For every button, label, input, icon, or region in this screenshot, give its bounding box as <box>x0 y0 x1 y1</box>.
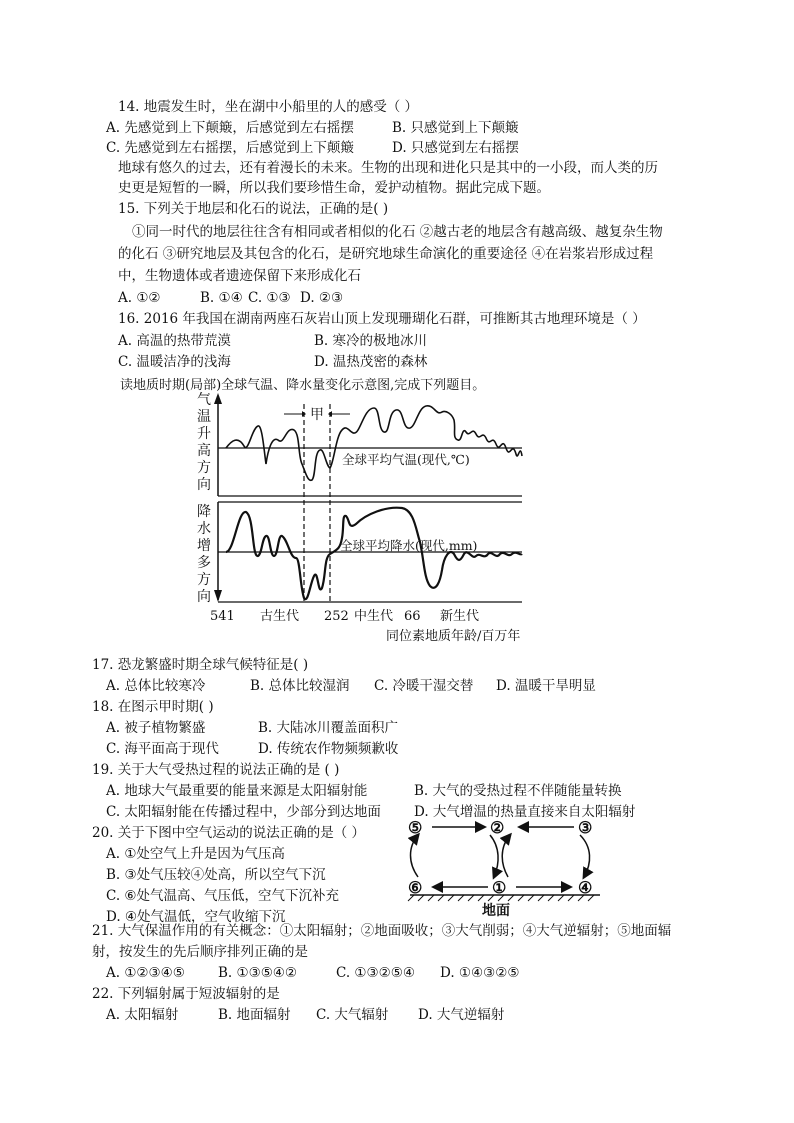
q16-option-d: D. 温热茂密的森林 <box>314 354 428 370</box>
q14-option-c: C. 先感觉到左右摇摆，后感觉到上下颠簸 <box>106 140 354 156</box>
q21-line-2: 射，按发生的先后顺序排列正确的是 <box>92 944 308 960</box>
q17-stem: 17. 恐龙繁盛时期全球气候特征是( ) <box>92 657 309 673</box>
precip-axis-label <box>197 504 211 605</box>
flow-center-right-up <box>502 835 510 877</box>
x-tick-66: 66 <box>404 609 421 624</box>
point-5: ⑤ <box>408 818 423 837</box>
q16-stem: 16. 2016 年我国在湖南两座石灰岩山顶上发现珊瑚化石群，可推断其古地理环境是（ ） <box>118 311 646 327</box>
q19-option-c: C. 太阳辐射能在传播过程中，少部分到达地面 <box>106 804 381 820</box>
q14-option-b: B. 只感觉到上下颠簸 <box>392 120 519 136</box>
precip-axis-arrow-icon <box>214 590 222 602</box>
q19-option-b: B. 大气的受热过程不伴随能量转换 <box>414 783 622 799</box>
q22-option-d: D. 大气逆辐射 <box>418 1007 505 1023</box>
point-3: ③ <box>578 818 593 837</box>
q15-statement-line-2: 的化石 ③研究地层及其包含的化石，是研究地球生命演化的重要途径 ④在岩浆岩形成过程 <box>118 246 654 262</box>
circulation-diagram <box>404 815 604 920</box>
x-axis-label: 同位素地质年龄/百万年 <box>386 629 521 644</box>
temp-axis-label <box>197 392 211 493</box>
q15-option-c: C. ①③ <box>248 290 291 306</box>
q16-option-b: B. 寒冷的极地冰川 <box>314 333 428 349</box>
svg-text:降水增多方向: 降水增多方向 <box>197 504 211 605</box>
x-tick-paleozoic: 古生代 <box>260 609 300 624</box>
temp-axis-arrow-icon <box>214 393 222 404</box>
q14-option-d: D. 只感觉到左右摇摆 <box>392 140 519 156</box>
q20-stem: 20. 关于下图中空气运动的说法正确的是（ ） <box>92 825 366 841</box>
q18-option-b: B. 大陆冰川覆盖面积广 <box>258 720 399 736</box>
temp-reference-label: 全球平均气温(现代,℃) <box>342 452 470 467</box>
passage-line-1: 地球有悠久的过去，还有着漫长的未来。生物的出现和进化只是其中的一小段，而人类的历 <box>118 160 658 176</box>
q16-option-c: C. 温暖洁净的浅海 <box>118 354 231 370</box>
q15-option-b: B. ①④ <box>200 290 243 306</box>
q17-option-b: B. 总体比较湿润 <box>250 678 350 694</box>
q15-option-d: D. ②③ <box>300 290 344 306</box>
q18-option-d: D. 传统农作物频频歉收 <box>258 741 399 757</box>
point-6: ⑥ <box>408 878 423 897</box>
x-tick-mesozoic: 中生代 <box>354 609 394 624</box>
q15-statement-line-1: ①同一时代的地层往往含有相同或者相似的化石 ②越古老的地层含有越高级、越复杂生物 <box>132 224 663 240</box>
climate-chart <box>190 390 550 650</box>
q22-stem: 22. 下列辐射属于短波辐射的是 <box>92 986 280 1002</box>
q15-statement-line-3: 中，生物遗体或者遗迹保留下来形成化石 <box>118 268 361 284</box>
flow-left-up <box>411 835 419 877</box>
chart-intro: 读地质时期(局部)全球气温、降水量变化示意图,完成下列题目。 <box>120 378 486 393</box>
q20-option-c: C. ⑥处气温高、气压低，空气下沉补充 <box>106 888 340 904</box>
q16-option-a: A. 高温的热带荒漠 <box>118 333 231 349</box>
q17-option-d: D. 温暖干旱明显 <box>496 678 596 694</box>
q21-line-1: 21. 大气保温作用的有关概念：①太阳辐射；②地面吸收；③大气削弱；④大气逆辐射；⑤地面辐 <box>92 923 672 939</box>
temperature-curve <box>226 406 522 481</box>
flow-center-left-down <box>490 835 498 877</box>
point-1: ① <box>492 878 507 897</box>
x-tick-541: 541 <box>210 609 235 624</box>
q21-option-c: C. ①③②⑤④ <box>336 965 415 981</box>
q15-stem: 15. 下列关于地层和化石的说法，正确的是( ) <box>118 201 389 217</box>
q17-option-a: A. 总体比较寒冷 <box>106 678 206 694</box>
passage-line-2: 史更是短暂的一瞬，所以我们要珍惜生命，爱护动植物。据此完成下题。 <box>118 180 550 196</box>
x-tick-252: 252 <box>324 609 349 624</box>
point-4: ④ <box>578 878 593 897</box>
q17-option-c: C. 冷暖干湿交替 <box>374 678 474 694</box>
q22-option-c: C. 大气辐射 <box>316 1007 389 1023</box>
ground-label: 地面 <box>482 903 510 919</box>
q21-option-a: A. ①②③④⑤ <box>106 965 185 981</box>
precip-reference-label: 全球平均降水(现代,mm) <box>340 538 478 553</box>
q22-option-a: A. 太阳辐射 <box>106 1007 179 1023</box>
q22-option-b: B. 地面辐射 <box>218 1007 291 1023</box>
q19-option-a: A. 地球大气最重要的能量来源是太阳辐射能 <box>106 783 368 799</box>
q20-option-b: B. ③处气压较④处高，所以空气下沉 <box>106 867 326 883</box>
q18-option-a: A. 被子植物繁盛 <box>106 720 206 736</box>
q14-option-a: A. 先感觉到上下颠簸，后感觉到左右摇摆 <box>106 120 354 136</box>
q20-option-a: A. ①处空气上升是因为气压高 <box>106 846 285 862</box>
q21-option-b: B. ①③⑤④② <box>218 965 298 981</box>
precipitation-curve <box>226 508 522 599</box>
q19-stem: 19. 关于大气受热过程的说法正确的是 ( ) <box>92 762 340 778</box>
window-label: 甲 <box>310 407 324 423</box>
q19-option-d: D. 大气增温的热量直接来自太阳辐射 <box>414 804 636 820</box>
flow-right-down <box>580 835 590 877</box>
q21-option-d: D. ①④③②⑤ <box>440 965 520 981</box>
q18-option-c: C. 海平面高于现代 <box>106 741 219 757</box>
svg-text:气温升高方向: 气温升高方向 <box>197 392 211 493</box>
q15-option-a: A. ①② <box>118 290 161 306</box>
x-tick-cenozoic: 新生代 <box>440 609 480 624</box>
q18-stem: 18. 在图示甲时期( ) <box>92 699 214 715</box>
q20-option-d: D. ④处气温低，空气收缩下沉 <box>106 909 286 925</box>
q14-stem: 14. 地震发生时，坐在湖中小船里的人的感受（ ） <box>118 99 419 115</box>
point-2: ② <box>490 818 505 837</box>
